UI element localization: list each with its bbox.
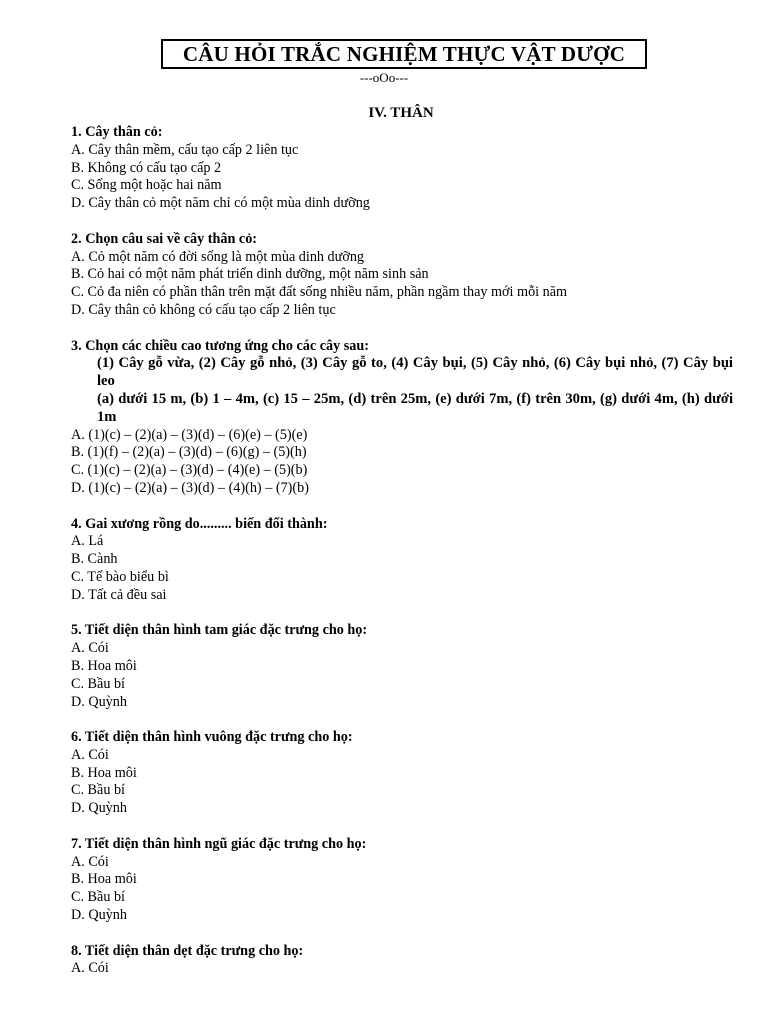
answer-option: D. (1)(c) – (2)(a) – (3)(d) – (4)(h) – (7)(b) (71, 479, 309, 496)
question-8 (71, 943, 733, 979)
answer-option: D. Quỳnh (71, 693, 127, 710)
answer-option: D. Cây thân cỏ không có cấu tạo cấp 2 liên tục (71, 301, 336, 318)
question-6 (71, 729, 733, 818)
answer-option: D. Quỳnh (71, 907, 127, 924)
answer-option: A. Cói (71, 640, 109, 657)
answer-option: D. Cây thân cỏ một năm chỉ có một mùa dinh dưỡng (71, 195, 370, 212)
answer-option: A. Cói (71, 960, 109, 977)
answer-option: C. Cỏ đa niên có phần thân trên mặt đất sống nhiều năm, phần ngầm thay mới mỗi năm (71, 284, 568, 301)
answer-option: A. Cói (71, 853, 109, 870)
question-title: 7. Tiết diện thân hình ngũ giác đặc trưng cho họ: (71, 835, 367, 852)
answer-option: B. Không có cấu tạo cấp 2 (71, 159, 222, 176)
answer-option: C. Bầu bí (71, 675, 125, 692)
question-title: 1. Cây thân cỏ: (71, 124, 163, 140)
answer-option: A. Lá (71, 533, 104, 550)
question-2 (71, 231, 733, 320)
answer-option: B. (1)(f) – (2)(a) – (3)(d) – (6)(g) – (5)(h) (71, 444, 307, 461)
answer-option: B. Cỏ hai có một năm phát triển dinh dưỡng, một năm sinh sản (71, 266, 429, 283)
answer-option: B. Hoa môi (71, 764, 137, 781)
question-1 (71, 124, 733, 213)
question-3 (71, 338, 733, 498)
answer-option: B. Hoa môi (71, 657, 137, 674)
question-title: 6. Tiết diện thân hình vuông đặc trưng cho họ: (71, 729, 353, 746)
question-title: 3. Chọn các chiều cao tương ứng cho các cây sau: (71, 337, 369, 354)
answer-option: C. (1)(c) – (2)(a) – (3)(d) – (4)(e) – (5)(b) (71, 462, 308, 479)
answer-option: C. Bầu bí (71, 782, 125, 799)
answer-option: B. Hoa môi (71, 871, 137, 888)
answer-option: A. Cỏ một năm có đời sống là một mùa dinh dưỡng (71, 248, 365, 265)
plant-type-list: (1) Cây gỗ vừa, (2) Cây gỗ nhỏ, (3) Cây gỗ to, (4) Cây bụi, (5) Cây nhỏ, (6) Cây bụi nhỏ, (7) Cây bụi leo (97, 355, 733, 390)
question-7 (71, 836, 733, 925)
answer-option: C. Tế bào biểu bì (71, 568, 169, 585)
answer-option: C. Bầu bí (71, 889, 125, 906)
answer-option: A. Cói (71, 746, 109, 763)
question-title: 5. Tiết diện thân hình tam giác đặc trưng cho họ: (71, 622, 368, 639)
answer-option: D. Quỳnh (71, 800, 127, 817)
height-range-list: (a) dưới 15 m, (b) 1 – 4m, (c) 15 – 25m, (d) trên 25m, (e) dưới 7m, (f) trên 30m, (g) dưới 4m, (h) dưới 1m (97, 390, 733, 425)
answer-option: A. (1)(c) – (2)(a) – (3)(d) – (6)(e) – (5)(e) (71, 426, 308, 443)
question-list (71, 124, 733, 996)
question-title: 8. Tiết diện thân dẹt đặc trưng cho họ: (71, 942, 304, 959)
answer-option: B. Cành (71, 551, 118, 568)
document-title: CÂU HỎI TRẮC NGHIỆM THỰC VẬT DƯỢC (161, 39, 647, 69)
question-title: 2. Chọn câu sai về cây thân cỏ: (71, 230, 258, 247)
question-5 (71, 622, 733, 711)
question-title: 4. Gai xương rồng do......... biến đổi thành: (71, 515, 328, 532)
answer-option: A. Cây thân mềm, cấu tạo cấp 2 liên tục (71, 141, 299, 158)
title-separator: ---oOo--- (359, 70, 409, 85)
section-heading: IV. THÂN (368, 105, 434, 121)
question-4 (71, 516, 733, 605)
answer-option: C. Sống một hoặc hai năm (71, 177, 222, 194)
answer-option: D. Tất cả đều sai (71, 586, 167, 603)
